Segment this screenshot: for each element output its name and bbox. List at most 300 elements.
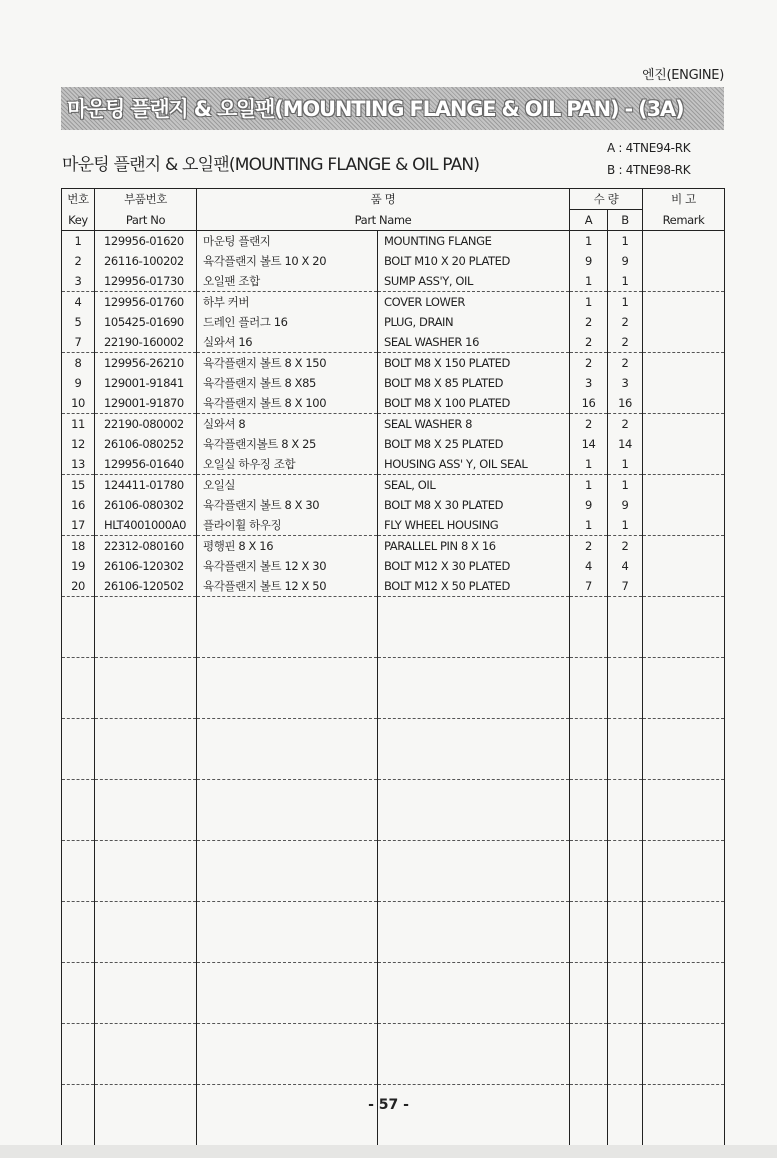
row-name-kr	[197, 800, 378, 820]
page-number: - 57 -	[368, 1097, 409, 1113]
row-part-no: 22312-080160	[95, 536, 197, 557]
row-key	[62, 1125, 95, 1146]
header-key-en: Key	[62, 210, 95, 231]
model-a: A : 4TNE94-RK	[607, 141, 691, 155]
row-part-no	[95, 881, 197, 902]
table-row	[62, 1003, 725, 1024]
row-qty-a	[570, 698, 608, 719]
row-qty-a	[570, 800, 608, 820]
row-qty-b: 14	[608, 434, 643, 454]
banner-title: 마운팅 플랜지 & 오일팬(MOUNTING FLANGE & OIL PAN) - (3A)	[67, 97, 684, 121]
row-qty-b	[608, 1064, 643, 1085]
table-row	[62, 475, 725, 496]
row-part-no	[95, 1024, 197, 1045]
row-name-en	[378, 780, 570, 801]
row-name-en: HOUSING ASS' Y, OIL SEAL	[378, 454, 570, 475]
row-key: 4	[62, 292, 95, 313]
row-qty-a: 2	[570, 536, 608, 557]
table-row	[62, 881, 725, 902]
row-key: 3	[62, 271, 95, 292]
row-name-en	[378, 759, 570, 780]
row-qty-b	[608, 902, 643, 923]
row-qty-a	[570, 841, 608, 862]
row-remark	[643, 739, 725, 759]
row-qty-b	[608, 881, 643, 902]
row-remark	[643, 658, 725, 679]
row-remark	[643, 942, 725, 963]
table-row	[62, 698, 725, 719]
row-part-no: 129001-91870	[95, 393, 197, 414]
table-row	[62, 271, 725, 292]
row-qty-b	[608, 1003, 643, 1024]
row-name-kr	[197, 1044, 378, 1064]
row-qty-a	[570, 1003, 608, 1024]
row-qty-a	[570, 983, 608, 1003]
row-name-kr: 하부 커버	[197, 292, 378, 313]
row-qty-b: 1	[608, 515, 643, 536]
row-name-en: BOLT M8 X 100 PLATED	[378, 393, 570, 414]
row-qty-a	[570, 597, 608, 618]
row-name-kr: 육각플랜지 볼트 12 X 30	[197, 556, 378, 576]
row-qty-a	[570, 942, 608, 963]
row-remark	[643, 515, 725, 536]
row-part-no	[95, 800, 197, 820]
row-name-en	[378, 1024, 570, 1045]
row-qty-b	[608, 637, 643, 658]
row-qty-a: 1	[570, 515, 608, 536]
row-name-en	[378, 637, 570, 658]
row-key	[62, 902, 95, 923]
row-remark	[643, 637, 725, 658]
row-qty-a: 2	[570, 332, 608, 353]
row-part-no	[95, 1044, 197, 1064]
row-qty-a: 9	[570, 251, 608, 271]
row-part-no: 26116-100202	[95, 251, 197, 271]
row-remark	[643, 576, 725, 597]
row-key: 18	[62, 536, 95, 557]
table-row	[62, 739, 725, 759]
row-name-kr: 육각플랜지 볼트 10 X 20	[197, 251, 378, 271]
row-key	[62, 861, 95, 881]
row-key	[62, 637, 95, 658]
row-name-kr	[197, 597, 378, 618]
row-part-no	[95, 780, 197, 801]
row-name-kr: 육각플랜지 볼트 8 X 100	[197, 393, 378, 414]
row-qty-a: 2	[570, 414, 608, 435]
row-qty-b: 16	[608, 393, 643, 414]
model-legend	[607, 137, 690, 181]
row-remark	[643, 373, 725, 393]
row-name-kr	[197, 719, 378, 740]
row-name-kr	[197, 1064, 378, 1085]
row-qty-a	[570, 1125, 608, 1146]
row-key: 12	[62, 434, 95, 454]
row-remark	[643, 617, 725, 637]
table-row	[62, 963, 725, 984]
row-qty-a	[570, 617, 608, 637]
row-key	[62, 698, 95, 719]
row-name-en	[378, 1044, 570, 1064]
row-key: 2	[62, 251, 95, 271]
row-name-en: BOLT M8 X 85 PLATED	[378, 373, 570, 393]
row-qty-b	[608, 780, 643, 801]
row-name-kr	[197, 739, 378, 759]
row-name-en	[378, 1003, 570, 1024]
header-qty-a: A	[570, 210, 608, 231]
header-qty-b: B	[608, 210, 643, 231]
row-qty-a	[570, 902, 608, 923]
row-name-en: SEAL WASHER 8	[378, 414, 570, 435]
row-remark	[643, 1064, 725, 1085]
table-row	[62, 719, 725, 740]
row-qty-b: 2	[608, 353, 643, 374]
row-key: 8	[62, 353, 95, 374]
parts-table-body	[62, 231, 725, 1146]
table-row	[62, 434, 725, 454]
row-key	[62, 780, 95, 801]
header-part-name-kr: 품 명	[197, 189, 570, 210]
row-qty-a	[570, 861, 608, 881]
row-name-en: BOLT M8 X 25 PLATED	[378, 434, 570, 454]
row-qty-b: 2	[608, 332, 643, 353]
row-key: 10	[62, 393, 95, 414]
header-remark-kr: 비 고	[643, 189, 725, 210]
row-remark	[643, 820, 725, 841]
row-qty-b	[608, 617, 643, 637]
table-row	[62, 759, 725, 780]
row-name-en: PARALLEL PIN 8 X 16	[378, 536, 570, 557]
row-qty-a: 2	[570, 353, 608, 374]
row-qty-b: 3	[608, 373, 643, 393]
row-part-no: 26106-120502	[95, 576, 197, 597]
row-key: 19	[62, 556, 95, 576]
row-name-en: MOUNTING FLANGE	[378, 231, 570, 252]
row-name-kr	[197, 698, 378, 719]
row-remark	[643, 312, 725, 332]
row-remark	[643, 841, 725, 862]
row-remark	[643, 332, 725, 353]
row-qty-b: 9	[608, 251, 643, 271]
row-key	[62, 678, 95, 698]
row-name-kr	[197, 1024, 378, 1045]
row-qty-b	[608, 942, 643, 963]
row-name-kr	[197, 902, 378, 923]
row-part-no	[95, 942, 197, 963]
row-key: 16	[62, 495, 95, 515]
row-qty-b: 2	[608, 312, 643, 332]
row-name-en	[378, 719, 570, 740]
row-qty-b	[608, 820, 643, 841]
row-name-kr	[197, 963, 378, 984]
row-key	[62, 841, 95, 862]
row-part-no	[95, 658, 197, 679]
row-key	[62, 963, 95, 984]
row-qty-a	[570, 1024, 608, 1045]
row-remark	[643, 353, 725, 374]
row-qty-a	[570, 1044, 608, 1064]
row-remark	[643, 1044, 725, 1064]
row-part-no: 26106-080252	[95, 434, 197, 454]
table-row	[62, 292, 725, 313]
row-remark	[643, 963, 725, 984]
row-key	[62, 1064, 95, 1085]
row-name-en	[378, 881, 570, 902]
page-subtitle: 마운팅 플랜지 & 오일팬(MOUNTING FLANGE & OIL PAN)	[62, 155, 480, 175]
row-qty-b: 1	[608, 454, 643, 475]
row-name-en: BOLT M12 X 50 PLATED	[378, 576, 570, 597]
row-key: 5	[62, 312, 95, 332]
row-name-en	[378, 678, 570, 698]
table-row	[62, 800, 725, 820]
row-key: 9	[62, 373, 95, 393]
row-qty-b	[608, 861, 643, 881]
row-qty-b	[608, 678, 643, 698]
row-qty-a: 14	[570, 434, 608, 454]
row-key	[62, 759, 95, 780]
row-qty-a: 1	[570, 292, 608, 313]
row-qty-b	[608, 841, 643, 862]
row-key	[62, 597, 95, 618]
row-remark	[643, 1125, 725, 1146]
row-key	[62, 800, 95, 820]
row-name-kr	[197, 617, 378, 637]
row-remark	[643, 780, 725, 801]
row-part-no: 105425-01690	[95, 312, 197, 332]
header-qty-kr: 수 량	[570, 189, 643, 210]
row-name-en: BOLT M12 X 30 PLATED	[378, 556, 570, 576]
table-row	[62, 658, 725, 679]
row-qty-a: 3	[570, 373, 608, 393]
row-name-kr: 플라이휠 하우징	[197, 515, 378, 536]
row-qty-b: 2	[608, 536, 643, 557]
row-name-kr: 오일실	[197, 475, 378, 496]
table-row	[62, 414, 725, 435]
table-row	[62, 332, 725, 353]
row-qty-a: 4	[570, 556, 608, 576]
row-qty-b	[608, 1125, 643, 1146]
table-row	[62, 1125, 725, 1146]
row-qty-a	[570, 637, 608, 658]
row-qty-b	[608, 739, 643, 759]
row-name-kr	[197, 942, 378, 963]
row-name-kr	[197, 1003, 378, 1024]
row-key	[62, 881, 95, 902]
row-key: 7	[62, 332, 95, 353]
header-remark-en: Remark	[643, 210, 725, 231]
row-part-no: 26106-080302	[95, 495, 197, 515]
row-name-en	[378, 942, 570, 963]
table-row	[62, 231, 725, 252]
row-qty-b	[608, 658, 643, 679]
row-qty-a	[570, 1064, 608, 1085]
row-qty-a: 16	[570, 393, 608, 414]
row-remark	[643, 434, 725, 454]
table-row	[62, 820, 725, 841]
row-qty-a	[570, 678, 608, 698]
row-key: 20	[62, 576, 95, 597]
row-qty-a	[570, 759, 608, 780]
row-part-no: 129956-01760	[95, 292, 197, 313]
row-part-no	[95, 983, 197, 1003]
row-qty-b	[608, 759, 643, 780]
row-name-en	[378, 739, 570, 759]
row-qty-b	[608, 1044, 643, 1064]
row-key	[62, 658, 95, 679]
row-key	[62, 983, 95, 1003]
row-name-en: COVER LOWER	[378, 292, 570, 313]
row-qty-a: 1	[570, 475, 608, 496]
table-row	[62, 576, 725, 597]
row-name-kr: 마운팅 플랜지	[197, 231, 378, 252]
row-remark	[643, 719, 725, 740]
row-name-kr	[197, 983, 378, 1003]
row-qty-b	[608, 922, 643, 942]
row-name-en	[378, 658, 570, 679]
row-name-en	[378, 922, 570, 942]
row-qty-a: 9	[570, 495, 608, 515]
row-name-kr: 육각플랜지 볼트 8 X 150	[197, 353, 378, 374]
row-name-en: BOLT M10 X 20 PLATED	[378, 251, 570, 271]
row-remark	[643, 922, 725, 942]
row-name-kr	[197, 820, 378, 841]
row-remark	[643, 271, 725, 292]
row-name-en: FLY WHEEL HOUSING	[378, 515, 570, 536]
row-part-no: 22190-080002	[95, 414, 197, 435]
row-qty-b	[608, 983, 643, 1003]
row-part-no	[95, 719, 197, 740]
row-key: 15	[62, 475, 95, 496]
row-remark	[643, 759, 725, 780]
row-name-en: SUMP ASS'Y, OIL	[378, 271, 570, 292]
row-remark	[643, 251, 725, 271]
row-qty-a: 1	[570, 454, 608, 475]
table-row	[62, 454, 725, 475]
row-name-en	[378, 963, 570, 984]
row-qty-a: 1	[570, 231, 608, 252]
row-part-no	[95, 759, 197, 780]
row-qty-b	[608, 963, 643, 984]
row-qty-b	[608, 800, 643, 820]
scan-edge	[0, 1145, 777, 1158]
row-part-no: 129956-01620	[95, 231, 197, 252]
row-qty-a	[570, 658, 608, 679]
row-remark	[643, 495, 725, 515]
row-key	[62, 922, 95, 942]
row-remark	[643, 597, 725, 618]
row-name-kr	[197, 1125, 378, 1146]
row-name-kr: 오일팬 조합	[197, 271, 378, 292]
row-remark	[643, 556, 725, 576]
table-row	[62, 637, 725, 658]
row-qty-b: 9	[608, 495, 643, 515]
row-key: 11	[62, 414, 95, 435]
row-part-no	[95, 698, 197, 719]
row-qty-a	[570, 963, 608, 984]
row-name-en: PLUG, DRAIN	[378, 312, 570, 332]
row-name-kr	[197, 678, 378, 698]
row-qty-b: 1	[608, 292, 643, 313]
row-name-en	[378, 861, 570, 881]
row-name-kr: 육각플랜지 볼트 8 X85	[197, 373, 378, 393]
row-name-en: SEAL, OIL	[378, 475, 570, 496]
row-remark	[643, 983, 725, 1003]
row-name-en	[378, 820, 570, 841]
row-part-no	[95, 1003, 197, 1024]
table-row	[62, 1064, 725, 1085]
row-name-kr	[197, 881, 378, 902]
row-name-kr: 평행핀 8 X 16	[197, 536, 378, 557]
row-part-no: 22190-160002	[95, 332, 197, 353]
row-qty-b	[608, 1024, 643, 1045]
row-qty-b	[608, 698, 643, 719]
table-row	[62, 617, 725, 637]
row-part-no: 129956-01730	[95, 271, 197, 292]
row-key	[62, 1044, 95, 1064]
row-name-en	[378, 698, 570, 719]
row-name-kr: 육각플랜지 볼트 12 X 50	[197, 576, 378, 597]
row-name-en: SEAL WASHER 16	[378, 332, 570, 353]
row-name-kr	[197, 637, 378, 658]
table-row	[62, 597, 725, 618]
row-remark	[643, 1024, 725, 1045]
row-key	[62, 617, 95, 637]
row-part-no	[95, 617, 197, 637]
table-row	[62, 536, 725, 557]
row-name-en	[378, 841, 570, 862]
row-name-kr: 오일실 하우징 조합	[197, 454, 378, 475]
table-row	[62, 515, 725, 536]
row-remark	[643, 698, 725, 719]
row-part-no	[95, 1125, 197, 1146]
table-row	[62, 393, 725, 414]
row-part-no: 26106-120302	[95, 556, 197, 576]
header-key-kr: 번호	[62, 189, 95, 210]
title-banner	[61, 87, 724, 130]
row-part-no: HLT4001000A0	[95, 515, 197, 536]
row-part-no	[95, 902, 197, 923]
row-key	[62, 1003, 95, 1024]
row-name-kr: 드레인 플러그 16	[197, 312, 378, 332]
row-remark	[643, 292, 725, 313]
row-key	[62, 719, 95, 740]
table-row	[62, 841, 725, 862]
section-label: 엔진(ENGINE)	[641, 68, 724, 83]
row-name-en: BOLT M8 X 150 PLATED	[378, 353, 570, 374]
row-name-kr	[197, 861, 378, 881]
row-remark	[643, 231, 725, 252]
row-remark	[643, 902, 725, 923]
row-part-no: 124411-01780	[95, 475, 197, 496]
row-part-no: 129956-01640	[95, 454, 197, 475]
row-key	[62, 942, 95, 963]
row-key	[62, 739, 95, 759]
row-part-no	[95, 820, 197, 841]
row-part-no: 129956-26210	[95, 353, 197, 374]
table-row	[62, 861, 725, 881]
model-b: B : 4TNE98-RK	[607, 163, 691, 177]
row-part-no	[95, 922, 197, 942]
table-row	[62, 902, 725, 923]
row-qty-b: 2	[608, 414, 643, 435]
row-qty-b	[608, 719, 643, 740]
row-name-en: BOLT M8 X 30 PLATED	[378, 495, 570, 515]
row-name-kr: 육각플랜지볼트 8 X 25	[197, 434, 378, 454]
row-qty-b: 1	[608, 271, 643, 292]
table-row	[62, 373, 725, 393]
row-remark	[643, 414, 725, 435]
row-name-kr	[197, 841, 378, 862]
row-qty-a: 1	[570, 271, 608, 292]
